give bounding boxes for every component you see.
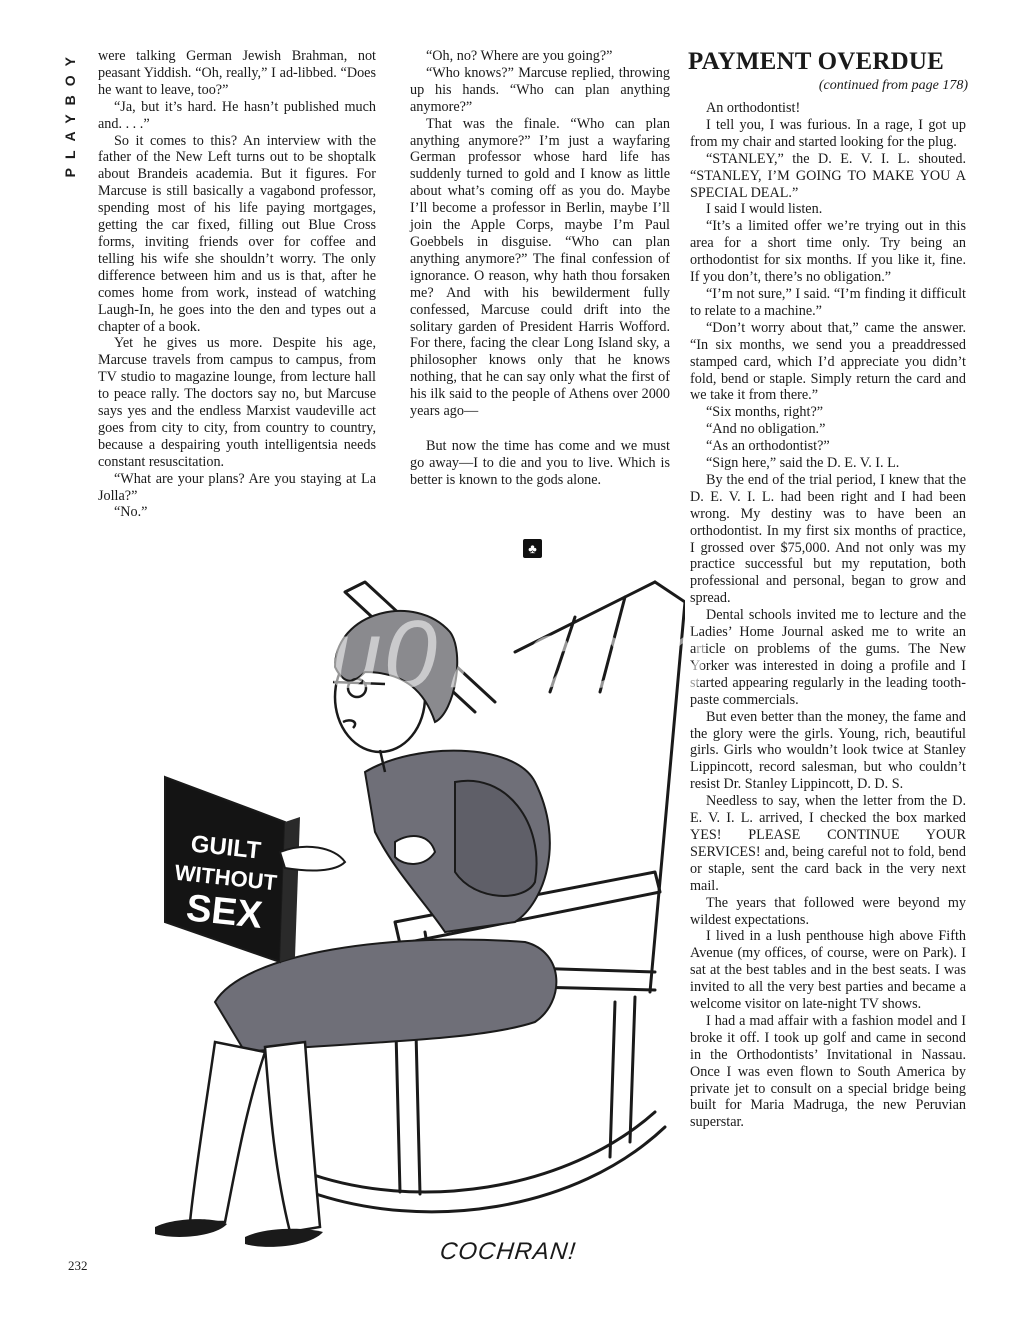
magazine-name: PLAYBOY [62,48,78,178]
paragraph: “Sign here,” said the D. E. V. I. L. [706,455,900,472]
paragraph: “It’s a limited offer we’re trying out in this area for a short time only. Try being an orthodontist for six months. If you like it, fine. If you don’t, there’s no obligation.” [690,218,966,286]
paragraph: I said I would listen. [706,201,823,218]
article-column-2 [410,48,670,489]
paragraph: That was the finale. “Who can plan anything anymore?” I’m just a wayfaring German professor whose hard life has suddenly turned to gold and I know as little about what’s coming off as you do. Maybe I’ll become a professor in Berlin, maybe I’ll join the Apple Corps, maybe I’m Paul Goebbels in disguise. “Who can plan anything anymore?” The final confession of ignorance. O reason, why hath thou forsaken me? And with his bewilderment fully confessed, Marcuse could drift into the solitary garden of President Harris Wofford. For there, facing the clear Long Island sky, a philosopher knows only that he knows nothing, that he can say only what the first of his ilk said to the people of Athens over 2000 years ago— [410,115,670,420]
article-column-3 [690,100,966,1131]
book-title-line: SEX [184,887,265,937]
paragraph: I had a mad affair with a fashion model and I broke it off. I took up golf and came in second in the Orthodontists’ Invitational in Nassau. Once I was even flown to South America by private jet to consult on a special bridge being built for Maria Madruga, the new Peruvian superstar. [690,1012,966,1131]
book-title-line: WITHOUT [173,859,279,896]
paragraph: “Ja, but it’s hard. He hasn’t published much and. . . .” [98,98,376,132]
closing-quotation: But now the time has come and we must go away—I to die and you to live. Which is better is known to the gods alone. [410,437,670,488]
paragraph: “Don’t worry about that,” came the answer. “In six months, we send you a preaddressed stamped card, which I’d appreciate you didn’t fold, bend or staple. Simply return the card and we take it from there.” [690,319,966,404]
paragraph: Needless to say, when the letter from the D. E. V. I. L. arrived, I checked the box marked YES! PLEASE CONTINUE YOUR SERVICES! and, being careful not to fold, bend or staple, sent the card back in the very next mail. [690,793,966,894]
rocking-chair-leg [610,1002,615,1157]
paragraph: Yet he gives us more. Despite his age, Marcuse travels from campus to campus, from TV studio to magazine lounge, from lecture hall to peace rally. The doctors say no, but Marcuse says yes and the endless Marxist vaudeville act goes from city to city, from country to country, because a despairing youth intelligentsia needs constant resuscitation. [98,335,376,470]
paragraph: So it comes to this? An interview with the father of the New Left turns out to be shoptalk about Brandeis academia. But it figures. For Marcuse is still basically a vagabond professor, spending most of his life paying mortgages, getting the car fixed, filling out Blue Cross forms, inviting friends over for coffee and telling his wife she shouldn’t worry. The only difference between him and us is that, after he comes home from work, instead of watching Laugh-In, he goes into the den and types out a chapter of a book. [98,132,376,335]
paragraph: I tell you, I was furious. In a rage, I got up from my chair and started looking for the plug. [690,116,966,150]
paragraph: “I’m not sure,” I said. “I’m finding it difficult to relate to a machine.” [690,285,966,319]
paragraph: “No.” [114,504,148,521]
page-number: 232 [68,1258,88,1273]
watermark: xiu07.com [255,601,711,708]
paragraph: “Six months, right?” [706,404,824,421]
paragraph: “As an orthodontist?” [706,438,830,455]
paragraph: “STANLEY,” the D. E. V. I. L. shouted. “STANLEY, I’M GOING TO MAKE YOU A SPECIAL DEAL.” [690,150,966,201]
paragraph: Dental schools invited me to lecture and the Ladies’ Home Journal asked me to write an article on problems of the gums. The New Yorker was interested in doing a profile and I started appearing regularly in the leading tooth-paste commercials. [690,607,966,708]
legs [190,1042,265,1222]
paragraph: “What are your plans? Are you staying at La Jolla?” [98,470,376,504]
paragraph: I lived in a lush penthouse high above Fifth Avenue (my offices, of course, were on Park). I sat at the best tables and in the best seats. I was invited to all the very best parties and became a welcome visitor on late-night TV shows. [690,928,966,1013]
cartoon-illustration [95,572,685,1262]
artist-signature: COCHRAN! [438,1238,578,1265]
continued-from-note: (continued from page 178) [818,78,968,93]
bracelets [395,836,435,864]
hand [280,847,345,871]
article-column-1 [98,48,376,521]
story-heading: PAYMENT OVERDUE [688,48,945,75]
paragraph: An orthodontist! [706,100,801,116]
paragraph: The years that followed were beyond my wildest expectations. [690,894,966,928]
paragraph: But even better than the money, the fame and the glory were the girls. Young, rich, beautiful girls. Girls who wouldn’t look twice at Stanley Lippincott, record salesman, but who couldn’t resist Dr. Stanley Lippincott, D. D. S. [690,708,966,793]
shoe [155,1219,227,1237]
paragraph: were talking German Jewish Brahman, not peasant Yiddish. “Oh, really,” I ad-libbed. “Does he want to leave, too?” [98,48,376,98]
paragraph: “And no obligation.” [706,421,826,438]
paragraph: “Oh, no? Where are you going?” [426,48,613,64]
shoe [245,1229,323,1247]
rocking-chair-rocker [305,1112,655,1192]
paragraph: By the end of the trial period, I knew that the D. E. V. I. L. had been right and I had been wrong. My destiny was to have been an orthodontist. In my first six months of practice, I grossed over $75,000. And not only was my practice successful but my reputation, both professional and personal, began to grow and spread. [690,471,966,607]
paragraph: “Who knows?” Marcuse replied, throwing up his hands. “Who can plan anything anymore?” [410,64,670,115]
end-of-article-mark: ♣ [523,539,542,558]
book-title-line: GUILT [189,830,263,865]
